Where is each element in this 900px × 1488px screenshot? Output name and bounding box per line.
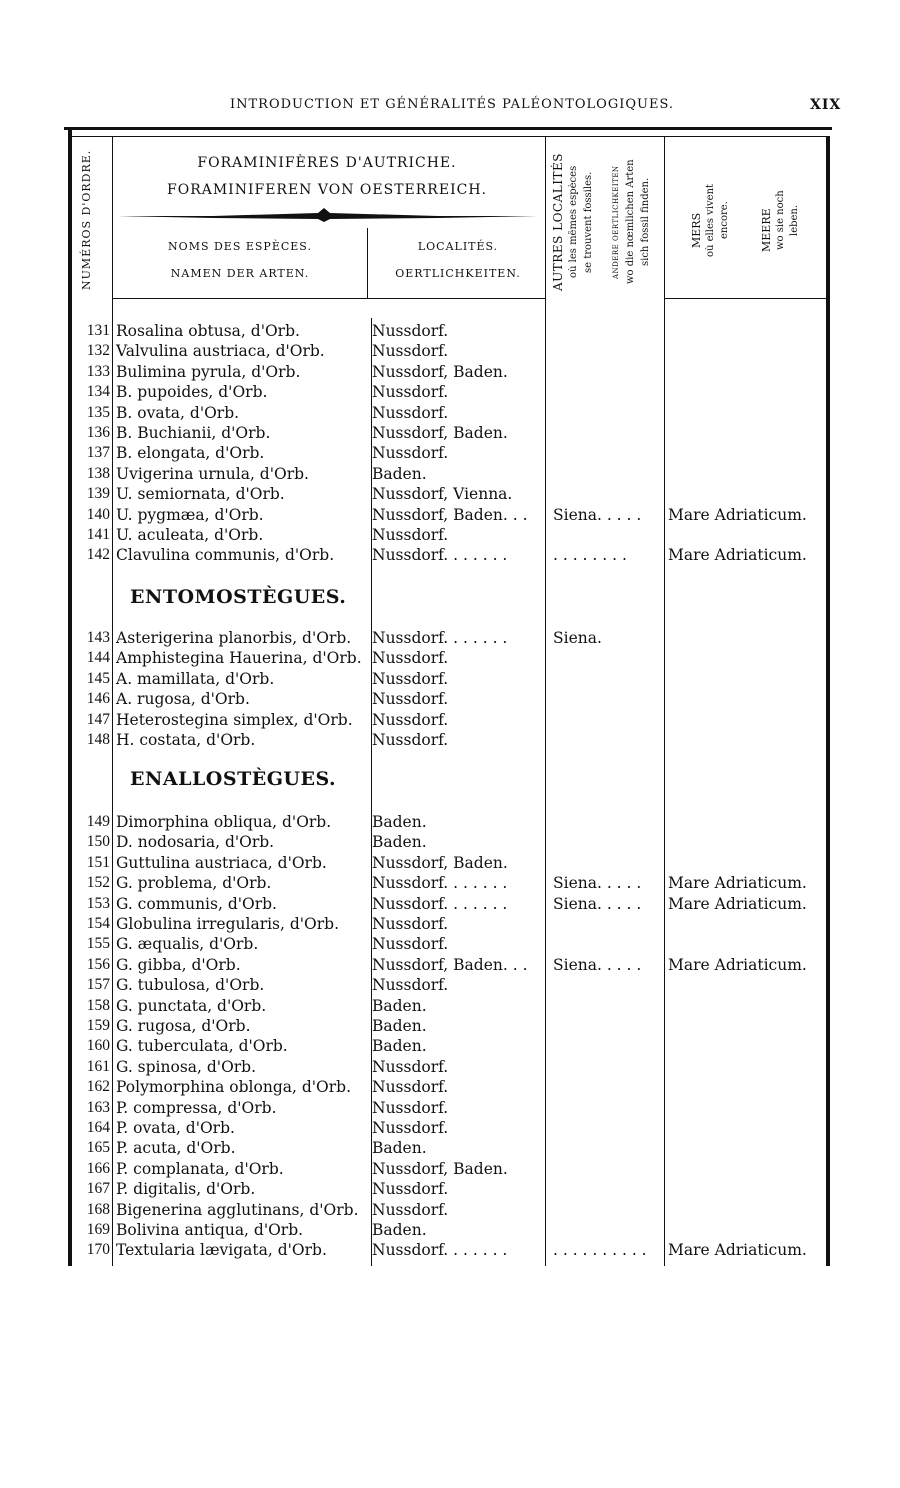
order-number: 150: [86, 833, 110, 851]
locality: Nussdorf.: [372, 444, 449, 463]
order-number: 169: [86, 1221, 110, 1238]
species-name: B. Buchianii, d'Orb.: [116, 424, 271, 442]
order-number: 138: [86, 464, 110, 482]
locality: Nussdorf. . . . . . .: [372, 894, 508, 913]
locality: Nussdorf, Baden. . .: [372, 955, 528, 974]
locality: Nussdorf.: [372, 1057, 449, 1076]
locality: Nussdorf, Baden.: [372, 424, 508, 442]
living-sea: Mare Adriaticum.: [668, 874, 807, 893]
locality: Nussdorf. . . . . . .: [372, 629, 508, 647]
species-name: B. pupoides, d'Orb.: [116, 383, 268, 402]
seas-subheader-french-1: où elles vivent: [705, 183, 716, 257]
locality: Nussdorf.: [372, 710, 449, 729]
order-number: 166: [86, 1159, 110, 1177]
species-name: B. elongata, d'Orb.: [116, 444, 265, 463]
table-title-french: FORAMINIFÈRES D'AUTRICHE.: [197, 155, 457, 171]
section-heading-enallostegues: ENALLOSTÈGUES.: [130, 768, 337, 790]
order-number: 143: [86, 629, 110, 646]
seas-subheader-german-1: wo sie noch: [775, 190, 786, 250]
order-number: 155: [86, 935, 110, 953]
order-number: 152: [86, 874, 110, 892]
species-name: G. rugosa, d'Orb.: [116, 1017, 251, 1035]
locality: Nussdorf, Vienna.: [372, 485, 513, 504]
column-rule-other: [664, 136, 665, 1266]
order-number: 162: [86, 1078, 110, 1096]
locality: Nussdorf.: [372, 403, 449, 422]
species-name: D. nodosaria, d'Orb.: [116, 833, 275, 852]
order-number: 139: [86, 485, 110, 503]
localities-header-german: OERTLICHKEITEN.: [395, 267, 521, 280]
order-number: 132: [86, 342, 110, 360]
order-number: 167: [86, 1180, 110, 1198]
header-bottom-rule-left: [112, 298, 545, 299]
locality: Nussdorf.: [372, 669, 449, 688]
species-name: G. gibba, d'Orb.: [116, 955, 241, 974]
locality: Nussdorf.: [372, 649, 449, 668]
species-name: Asterigerina planorbis, d'Orb.: [116, 629, 352, 647]
seas-header-german: MEERE: [760, 208, 773, 252]
order-number: 145: [86, 669, 110, 687]
species-name: G. communis, d'Orb.: [116, 894, 277, 913]
locality: Nussdorf.: [372, 383, 449, 402]
header-bottom-rule-right: [664, 298, 826, 299]
locality: Nussdorf.: [372, 1119, 449, 1137]
table-right-border: [826, 136, 830, 1266]
other-locality: Siena. . . . .: [553, 955, 642, 974]
locality: Nussdorf.: [372, 1078, 449, 1097]
order-number: 148: [86, 731, 110, 748]
locality: Nussdorf.: [372, 731, 449, 749]
locality: Nussdorf, Baden.: [372, 1159, 508, 1178]
order-number: 137: [86, 444, 110, 462]
locality: Nussdorf. . . . . . .: [372, 1241, 508, 1260]
other-locality: Siena. . . . .: [553, 894, 642, 913]
order-number: 154: [86, 915, 110, 932]
species-header-french: NOMS DES ESPÈCES.: [168, 240, 312, 253]
order-number: 144: [86, 649, 110, 667]
locality: Nussdorf.: [372, 526, 449, 544]
species-name: G. tubulosa, d'Orb.: [116, 976, 265, 995]
other-locality: Siena. . . . .: [553, 874, 642, 893]
order-number: 159: [86, 1017, 110, 1034]
order-number: 149: [86, 813, 110, 830]
species-name: Bulimina pyrula, d'Orb.: [116, 362, 301, 381]
locality: Nussdorf.: [372, 1180, 449, 1199]
species-name: Guttulina austriaca, d'Orb.: [116, 853, 327, 872]
locality: Nussdorf.: [372, 690, 449, 709]
ornament-rule: [118, 208, 538, 222]
order-number: 163: [86, 1098, 110, 1116]
species-name: U. aculeata, d'Orb.: [116, 526, 264, 544]
locality: Baden.: [372, 1139, 427, 1158]
order-number: 141: [86, 526, 110, 543]
locality: Nussdorf. . . . . . .: [372, 546, 508, 565]
species-name: P. complanata, d'Orb.: [116, 1159, 284, 1178]
localities-header-french: LOCALITÉS.: [417, 240, 499, 253]
seas-subheader-german-2: leben.: [789, 204, 800, 236]
species-name: G. spinosa, d'Orb.: [116, 1057, 257, 1076]
species-name: P. acuta, d'Orb.: [116, 1139, 236, 1158]
locality: Nussdorf. . . . . . .: [372, 874, 508, 893]
table-title-german: FORAMINIFEREN VON OESTERREICH.: [167, 182, 487, 198]
species-header-german: NAMEN DER ARTEN.: [170, 267, 310, 280]
living-sea: Mare Adriaticum.: [668, 505, 807, 524]
order-number: 164: [86, 1119, 110, 1136]
species-name: Uvigerina urnula, d'Orb.: [116, 464, 309, 483]
order-number: 140: [86, 505, 110, 523]
species-name: Textularia lævigata, d'Orb.: [116, 1241, 327, 1260]
order-number: 153: [86, 894, 110, 912]
species-name: G. æqualis, d'Orb.: [116, 935, 259, 954]
species-name: Globulina irregularis, d'Orb.: [116, 915, 340, 933]
running-header: INTRODUCTION ET GÉNÉRALITÉS PALÉONTOLOGIQUES.: [230, 97, 675, 112]
seas-subheader-french-2: encore.: [719, 201, 730, 239]
other-locality: . . . . . . . . . .: [553, 1241, 647, 1260]
living-sea: Mare Adriaticum.: [668, 1241, 807, 1260]
order-number: 165: [86, 1139, 110, 1157]
other-localities-header-german: ANDERE OERTLICHKEITEN: [612, 165, 620, 279]
order-number: 146: [86, 690, 110, 708]
locality: Nussdorf.: [372, 322, 449, 340]
order-number: 142: [86, 546, 110, 564]
order-number: 136: [86, 424, 110, 441]
order-number: 156: [86, 955, 110, 973]
species-name: H. costata, d'Orb.: [116, 731, 256, 749]
species-name: P. ovata, d'Orb.: [116, 1119, 235, 1137]
locality: Baden.: [372, 833, 427, 852]
column-rule-number: [112, 136, 113, 1266]
species-name: P. compressa, d'Orb.: [116, 1098, 277, 1117]
other-locality: Siena. . . . .: [553, 505, 642, 524]
locality: Baden.: [372, 1017, 427, 1035]
species-name: B. ovata, d'Orb.: [116, 403, 240, 422]
page-number: XIX: [810, 97, 842, 113]
species-name: Amphistegina Hauerina, d'Orb.: [116, 649, 362, 668]
order-number: 158: [86, 996, 110, 1014]
order-number: 151: [86, 853, 110, 871]
locality: Baden.: [372, 464, 427, 483]
order-number: 147: [86, 710, 110, 728]
other-localities-subheader-german-1: wo die nœmlichen Arten: [625, 159, 636, 285]
species-name: Polymorphina oblonga, d'Orb.: [116, 1078, 351, 1097]
locality: Nussdorf.: [372, 342, 449, 361]
species-name: P. digitalis, d'Orb.: [116, 1180, 256, 1199]
order-number: 157: [86, 976, 110, 994]
species-name: Rosalina obtusa, d'Orb.: [116, 322, 300, 340]
locality: Nussdorf.: [372, 935, 449, 954]
section-heading-entomostegues: ENTOMOSTÈGUES.: [130, 586, 347, 608]
species-name: Bigenerina agglutinans, d'Orb.: [116, 1200, 359, 1219]
table-top-rule-thin: [70, 136, 826, 137]
order-number: 134: [86, 383, 110, 401]
locality: Nussdorf, Baden.: [372, 853, 508, 872]
locality: Baden.: [372, 996, 427, 1015]
table-top-rule: [64, 127, 832, 130]
order-number: 135: [86, 403, 110, 421]
species-name: A. mamillata, d'Orb.: [116, 669, 275, 688]
living-sea: Mare Adriaticum.: [668, 955, 807, 974]
other-locality: . . . . . . . .: [553, 546, 627, 565]
other-localities-subheader-french-1: où les mêmes espèces: [568, 165, 579, 279]
locality: Nussdorf, Baden.: [372, 362, 508, 381]
species-name: G. punctata, d'Orb.: [116, 996, 267, 1015]
locality: Nussdorf, Baden. . .: [372, 505, 528, 524]
species-name: G. tuberculata, d'Orb.: [116, 1037, 288, 1056]
locality: Nussdorf.: [372, 1200, 449, 1219]
order-number: 161: [86, 1057, 110, 1075]
species-name: G. problema, d'Orb.: [116, 874, 272, 893]
locality: Baden.: [372, 813, 427, 831]
species-name: U. semiornata, d'Orb.: [116, 485, 285, 504]
locality: Nussdorf.: [372, 915, 449, 933]
species-name: A. rugosa, d'Orb.: [116, 690, 250, 709]
other-locality: Siena.: [553, 629, 602, 647]
other-localities-header-french: AUTRES LOCALITÉS: [551, 153, 565, 291]
species-name: Dimorphina obliqua, d'Orb.: [116, 813, 332, 831]
species-name: Clavulina communis, d'Orb.: [116, 546, 335, 565]
species-name: Valvulina austriaca, d'Orb.: [116, 342, 325, 361]
other-localities-subheader-german-2: sich fossil finden.: [640, 177, 651, 267]
order-number-header: NUMÉROS D'ORDRE.: [80, 149, 93, 291]
column-rule-species-header: [367, 228, 368, 298]
species-name: U. pygmæa, d'Orb.: [116, 505, 264, 524]
locality: Nussdorf.: [372, 1098, 449, 1117]
table-left-border: [68, 130, 72, 1266]
order-number: 133: [86, 362, 110, 380]
other-localities-subheader-french-2: se trouvent fossiles.: [583, 171, 594, 273]
seas-header-french: MERS: [690, 212, 703, 248]
species-name: Heterostegina simplex, d'Orb.: [116, 710, 353, 729]
living-sea: Mare Adriaticum.: [668, 894, 807, 913]
locality: Baden.: [372, 1037, 427, 1056]
species-name: Bolivina antiqua, d'Orb.: [116, 1221, 304, 1239]
order-number: 131: [86, 322, 110, 339]
locality: Nussdorf.: [372, 976, 449, 995]
order-number: 160: [86, 1037, 110, 1055]
locality: Baden.: [372, 1221, 427, 1239]
order-number: 168: [86, 1200, 110, 1218]
order-number: 170: [86, 1241, 110, 1259]
living-sea: Mare Adriaticum.: [668, 546, 807, 565]
